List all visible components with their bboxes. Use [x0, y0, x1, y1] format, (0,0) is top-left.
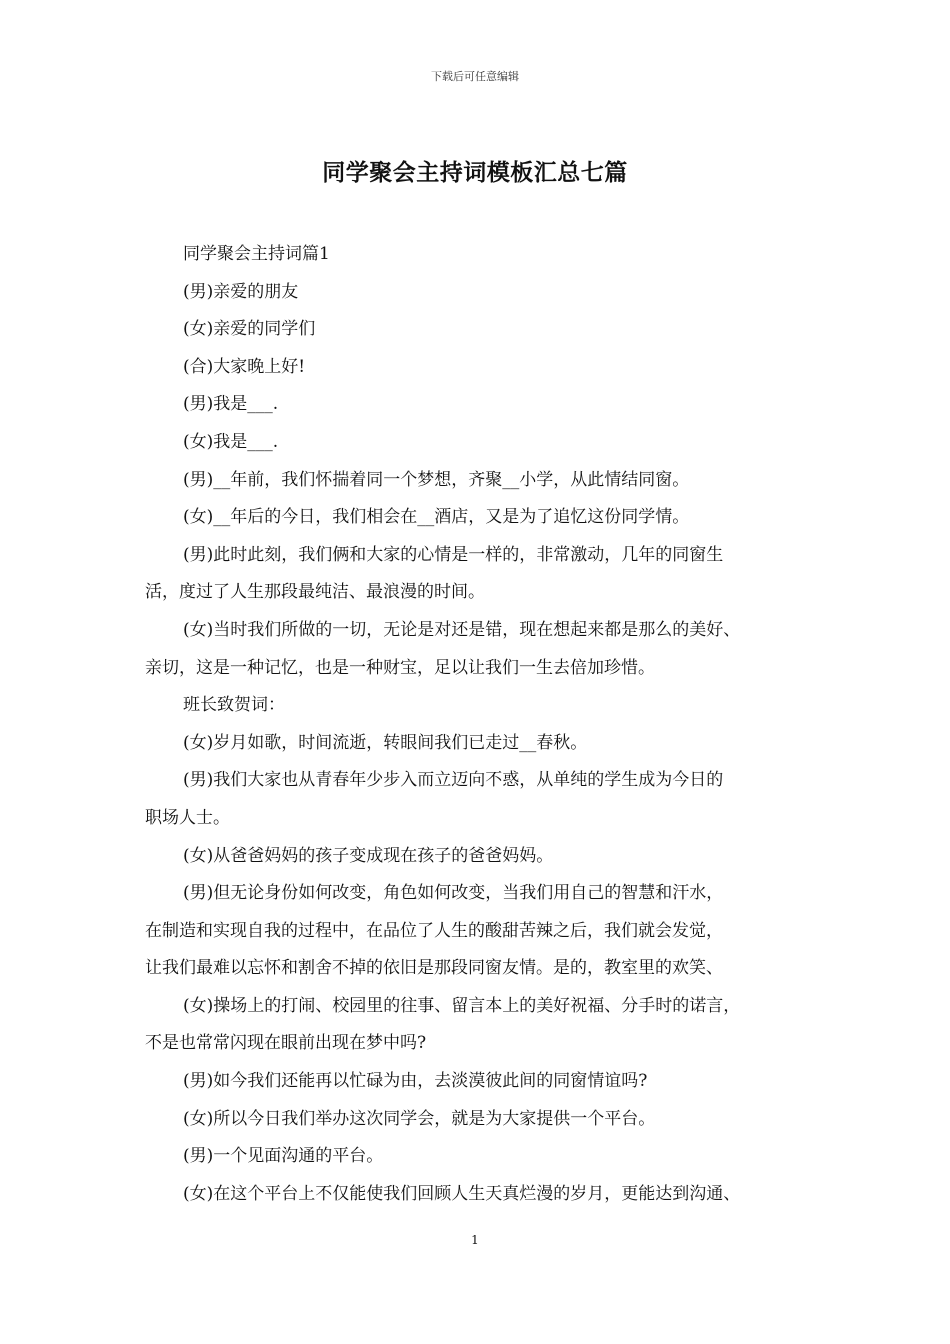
body-line: (女)从爸爸妈妈的孩子变成现在孩子的爸爸妈妈。 — [183, 845, 554, 866]
body-line: (女)当时我们所做的一切，无论是对还是错，现在想起来都是那么的美好、 — [183, 619, 741, 640]
body-line: (男)亲爱的朋友 — [183, 281, 299, 302]
body-line: (女)岁月如歌，时间流逝，转眼间我们已走过__春秋。 — [183, 732, 588, 753]
body-line: (男)但无论身份如何改变，角色如何改变，当我们用自己的智慧和汗水， — [183, 883, 724, 904]
body-line: 让我们最难以忘怀和割舍不掉的依旧是那段同窗友情。是的，教室里的欢笑、 — [145, 958, 723, 979]
body-line: (合)大家晚上好! — [183, 356, 306, 377]
body-line: (女)所以今日我们举办这次同学会，就是为大家提供一个平台。 — [183, 1108, 656, 1129]
body-line: (男)__年前，我们怀揣着同一个梦想，齐聚__小学，从此情结同窗。 — [183, 469, 690, 490]
body-line: (男)我们大家也从青春年少步入而立迈向不惑，从单纯的学生成为今日的 — [183, 770, 724, 791]
body-line: (女)在这个平台上不仅能使我们回顾人生天真烂漫的岁月，更能达到沟通、 — [183, 1183, 741, 1204]
body-line: 同学聚会主持词篇1 — [183, 244, 330, 264]
download-note: 下载后可任意编辑 — [431, 70, 519, 83]
document-title: 同学聚会主持词模板汇总七篇 — [322, 159, 628, 186]
body-line: 职场人士。 — [145, 807, 230, 828]
body-line: (男)一个见面沟通的平台。 — [183, 1146, 384, 1167]
body-line: 在制造和实现自我的过程中，在品位了人生的酸甜苦辣之后，我们就会发觉， — [145, 920, 723, 941]
body-line: 亲切，这是一种记忆，也是一种财宝，足以让我们一生去倍加珍惜。 — [145, 657, 655, 678]
body-line: (女)__年后的今日，我们相会在__酒店，又是为了追忆这份同学情。 — [183, 507, 690, 528]
body-line: (男)我是___. — [183, 394, 279, 415]
body-line: 活，度过了人生那段最纯洁、最浪漫的时间。 — [145, 582, 485, 603]
page-number: 1 — [471, 1233, 479, 1247]
body-line: (女)操场上的打闹、校园里的往事、留言本上的美好祝福、分手时的诺言， — [183, 995, 741, 1016]
body-line: 不是也常常闪现在眼前出现在梦中吗? — [145, 1033, 427, 1054]
body-line: (女)我是___. — [183, 431, 279, 452]
body-line: (男)此时此刻，我们俩和大家的心情是一样的，非常激动，几年的同窗生 — [183, 544, 724, 565]
document-body — [145, 236, 827, 1213]
body-line: 班长致贺词： — [183, 695, 285, 716]
body-line: (女)亲爱的同学们 — [183, 319, 316, 340]
body-line: (男)如今我们还能再以忙碌为由，去淡漠彼此间的同窗情谊吗? — [183, 1071, 648, 1092]
